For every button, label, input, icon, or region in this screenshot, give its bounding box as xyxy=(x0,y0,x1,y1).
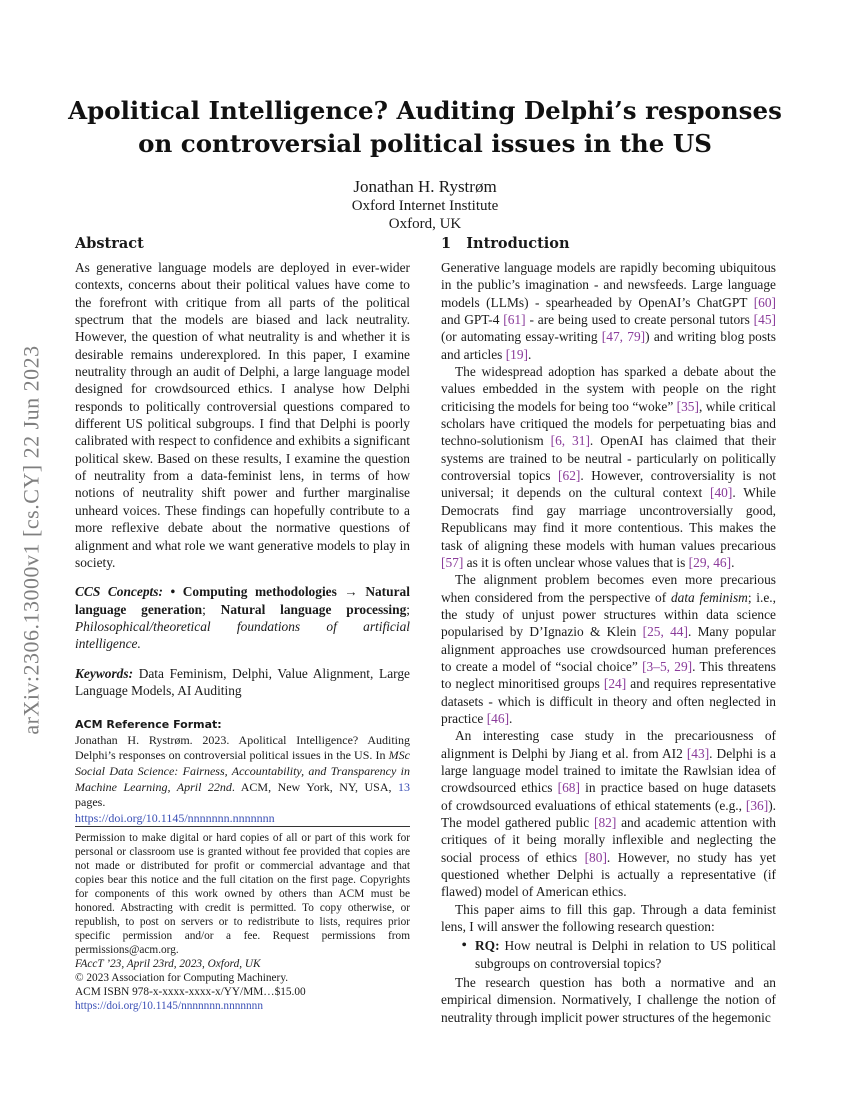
author-name: Jonathan H. Rystrøm xyxy=(353,177,497,196)
ccs-label: CCS Concepts: xyxy=(75,584,163,600)
ccs-concept-1: Computing methodologies xyxy=(182,584,337,600)
citation-link[interactable]: [60] xyxy=(753,294,776,310)
section-number: 1 xyxy=(441,235,452,252)
citation-link[interactable]: [19] xyxy=(505,346,529,362)
paper-title: Apolitical Intelligence? Auditing Delphi’s responses on controversial political issues in the US xyxy=(68,96,782,158)
citation-link[interactable]: [82] xyxy=(594,815,617,830)
abstract-heading: Abstract xyxy=(75,235,144,252)
intro-paragraph-5: This paper aims to fill this gap. Through a data feminist lens, I will answer the following research question: xyxy=(441,901,776,935)
citation-link[interactable]: [24] xyxy=(603,676,627,692)
intro-paragraph-1 xyxy=(441,259,776,363)
text-run: - are being used to create personal tutors xyxy=(525,312,754,328)
ccs-concept-2: Natural language generation xyxy=(75,584,410,617)
acm-reference-heading: ACM Reference Format: xyxy=(75,718,222,732)
text-run: The alignment problem becomes even more precarious when considered from the perspective of xyxy=(441,572,776,605)
citation-link[interactable]: [43] xyxy=(686,745,710,761)
text-run: and GPT-4 xyxy=(441,312,504,328)
text-run: Generative language models are rapidly becoming ubiquitous in the public’s imagination - and newsfeeds. Large language models (LLMs) - spearheaded by OpenAI’s ChatGPT xyxy=(441,260,776,310)
emphasis-term: data feminism xyxy=(670,589,748,605)
acm-reference-publisher: . ACM, New York, NY, USA, xyxy=(231,779,398,794)
text-run: ) and writing blog posts and articles xyxy=(441,329,776,362)
permission-doi-link[interactable]: https://doi.org/10.1145/nnnnnnn.nnnnnnn xyxy=(75,1000,263,1012)
text-run: and academic attention with critiques of it being morally inflexible and neglecting the social process of ethics xyxy=(441,815,776,865)
citation-link[interactable]: [57] xyxy=(441,554,464,570)
citation-link[interactable]: [35] xyxy=(676,398,699,414)
research-question-text xyxy=(475,937,776,972)
research-question-body: How neutral is Delphi in relation to US political subgroups on controversial topics? xyxy=(475,938,776,971)
ccs-concepts xyxy=(75,583,410,652)
right-column xyxy=(441,234,776,1026)
text-run: An interesting case study in the precariousness of alignment is Delphi by Jiang et al. from AI2 xyxy=(441,728,776,761)
conference-line: FAccT ’23, April 23rd, 2023, Oxford, UK xyxy=(75,958,261,970)
acm-reference-venue: MSc Social Data Science: Fairness, Accountability, and Transparency in Machine Learning, April 22nd xyxy=(75,748,410,794)
author-affiliation: Oxford Internet Institute xyxy=(351,198,499,214)
author-block xyxy=(230,176,620,233)
text-run: . OpenAI has claimed that their systems are trained to be neutral - particularly on politically controversial topics xyxy=(441,433,776,484)
citation-link[interactable]: [25, 44] xyxy=(642,624,688,640)
permission-text: Permission to make digital or hard copies of all or part of this work for personal or classroom use is granted without fee provided that copies are not made or distributed for profit or commercial advantage and that copies bear this notice and the full citation on the first page. Copyrights for components of this work owned by others than ACM must be honored. Abstracting with credit is permitted. To copy otherwise, or republish, to post on servers or to redistribute to lists, requires prior specific permission and/or a fee. Request permissions from permissions@acm.org. xyxy=(75,832,410,956)
text-run: (or automating essay-writing xyxy=(441,329,602,345)
text-run: . While Democrats find gay marriage uncontroversially good, Republicans may find it more contentious. This makes the task of aligning these models with human values precarious xyxy=(441,485,777,553)
research-question-item xyxy=(441,937,776,972)
text-run: , while critical scholars have critiqued the models for perpetuating bias and techno-solutionism xyxy=(441,398,777,449)
abstract-text: As generative language models are deployed in ever-wider contexts, concerns about their political values have come to the forefront with critique from all parts of the political spectrum that the models are biased and lack neutrality. However, the question of what neutrality is and whether it is desirable remains underexplored. In this paper, I examine neutrality through an audit of Delphi, a large language model designed for crowdsourced ethics. I analyse how Delphi responds to politically controversial questions compared to different US political subgroups. I find that Delphi is poorly calibrated with respect to confidence and exhibits a significant political skew. Based on these results, I examine the question of neutrality from a data-feminist lens, in terms of how notions of neutrality shift power and further marginalise unheard voices. These findings can hopefully contribute to a more reflexive debate about the normative questions of alignment and what role we want generative models to play in society. xyxy=(75,260,410,570)
intro-paragraph-2 xyxy=(441,363,776,571)
acm-reference-text: Jonathan H. Rystrøm. 2023. Apolitical Intelligence? Auditing Delphi’s responses on controversial political issues in the US. In xyxy=(75,732,410,763)
citation-link[interactable]: [36] xyxy=(745,797,769,813)
text-run: . However, controversiality is not universal; it depends on the cultural context xyxy=(441,468,776,501)
text-run: . xyxy=(528,346,532,362)
citation-link[interactable]: [62] xyxy=(558,468,581,484)
ccs-concept-4: Philosophical/theoretical foundations of artificial intelligence. xyxy=(75,618,410,652)
intro-paragraph-6: The research question has both a normative and an empirical dimension. Normatively, I challenge the notion of neutrality through implicit power structures of the hegemonic xyxy=(441,975,776,1025)
text-run: . xyxy=(509,710,513,726)
citation-link[interactable]: [68] xyxy=(557,780,580,796)
text-run: . However, no study has yet questioned whether Delphi is actually a representative (if flawed) model of American ethics. xyxy=(441,849,777,900)
keywords-text: Data Feminism, Delphi, Value Alignment, Large Language Models, AI Auditing xyxy=(75,665,410,698)
text-run: in practice based on huge datasets of crowdsourced evaluations of ethical statements (e.g., xyxy=(441,780,776,813)
citation-link[interactable]: [61] xyxy=(503,312,526,328)
text-run: . This threatens to neglect minoritised groups xyxy=(441,658,776,692)
ccs-bullet: • xyxy=(170,584,176,600)
citation-link[interactable]: [46] xyxy=(486,710,510,726)
isbn-line: ACM ISBN 978-x-xxxx-xxxx-x/YY/MM…$15.00 xyxy=(75,986,306,998)
text-run: as it is often unclear whose values that is xyxy=(463,554,689,570)
citation-link[interactable]: [80] xyxy=(584,849,607,865)
ccs-concept-3: Natural language processing xyxy=(220,601,407,617)
citation-link[interactable]: [45] xyxy=(753,312,776,328)
author-location: Oxford, UK xyxy=(388,216,462,232)
introduction-heading xyxy=(441,234,776,254)
text-run: and requires representative datasets - which is difficult in theory and often neglected in practice xyxy=(441,676,776,726)
research-question-label: RQ: xyxy=(475,938,500,954)
acm-reference-format xyxy=(75,717,410,826)
text-run: . xyxy=(731,554,735,570)
left-column xyxy=(75,234,410,826)
arxiv-stamp-text: arXiv:2306.13000v1 [cs.CY] 22 Jun 2023 xyxy=(19,345,44,735)
intro-paragraph-3 xyxy=(441,571,776,727)
citation-link[interactable]: [3–5, 29] xyxy=(642,658,693,674)
text-run: . Delphi is a large language model trained to imitate the Rawlsian idea of crowdsourced ethics xyxy=(441,745,776,796)
section-title: Introduction xyxy=(466,235,570,252)
ccs-separator-2: ; xyxy=(406,601,410,617)
arxiv-identifier-stamp xyxy=(12,300,52,780)
page-count-word: pages. xyxy=(75,795,106,810)
page-count-link[interactable]: 13 xyxy=(398,779,410,794)
citation-link[interactable]: [40] xyxy=(710,485,733,501)
copyright-line: © 2023 Association for Computing Machinery. xyxy=(75,972,289,984)
bullet-icon: • xyxy=(461,937,467,955)
text-run: . Many popular alignment approaches use crowdsourced human preferences to create a model of “social choice” xyxy=(441,624,776,674)
ccs-separator-1: ; xyxy=(202,601,221,617)
citation-link[interactable]: [47, 79] xyxy=(601,329,646,345)
citation-link[interactable]: [29, 46] xyxy=(688,554,732,570)
text-run: ). The model gathered public xyxy=(441,797,776,830)
acm-reference-doi-link[interactable]: https://doi.org/10.1145/nnnnnnn.nnnnnnn xyxy=(75,810,275,825)
text-run: The widespread adoption has sparked a debate about the values embedded in the system with people on the right criticising the models for being too “woke” xyxy=(441,364,776,414)
intro-paragraph-4 xyxy=(441,727,776,900)
ccs-arrow: → xyxy=(344,584,358,600)
keywords xyxy=(75,665,410,700)
keywords-label: Keywords: xyxy=(75,665,134,681)
permission-notice xyxy=(75,826,410,1013)
text-run: ; i.e., the study of unjust power structures within data science popularised by D’Ignazio & Klein xyxy=(441,589,777,640)
citation-link[interactable]: [6, 31] xyxy=(550,433,590,449)
